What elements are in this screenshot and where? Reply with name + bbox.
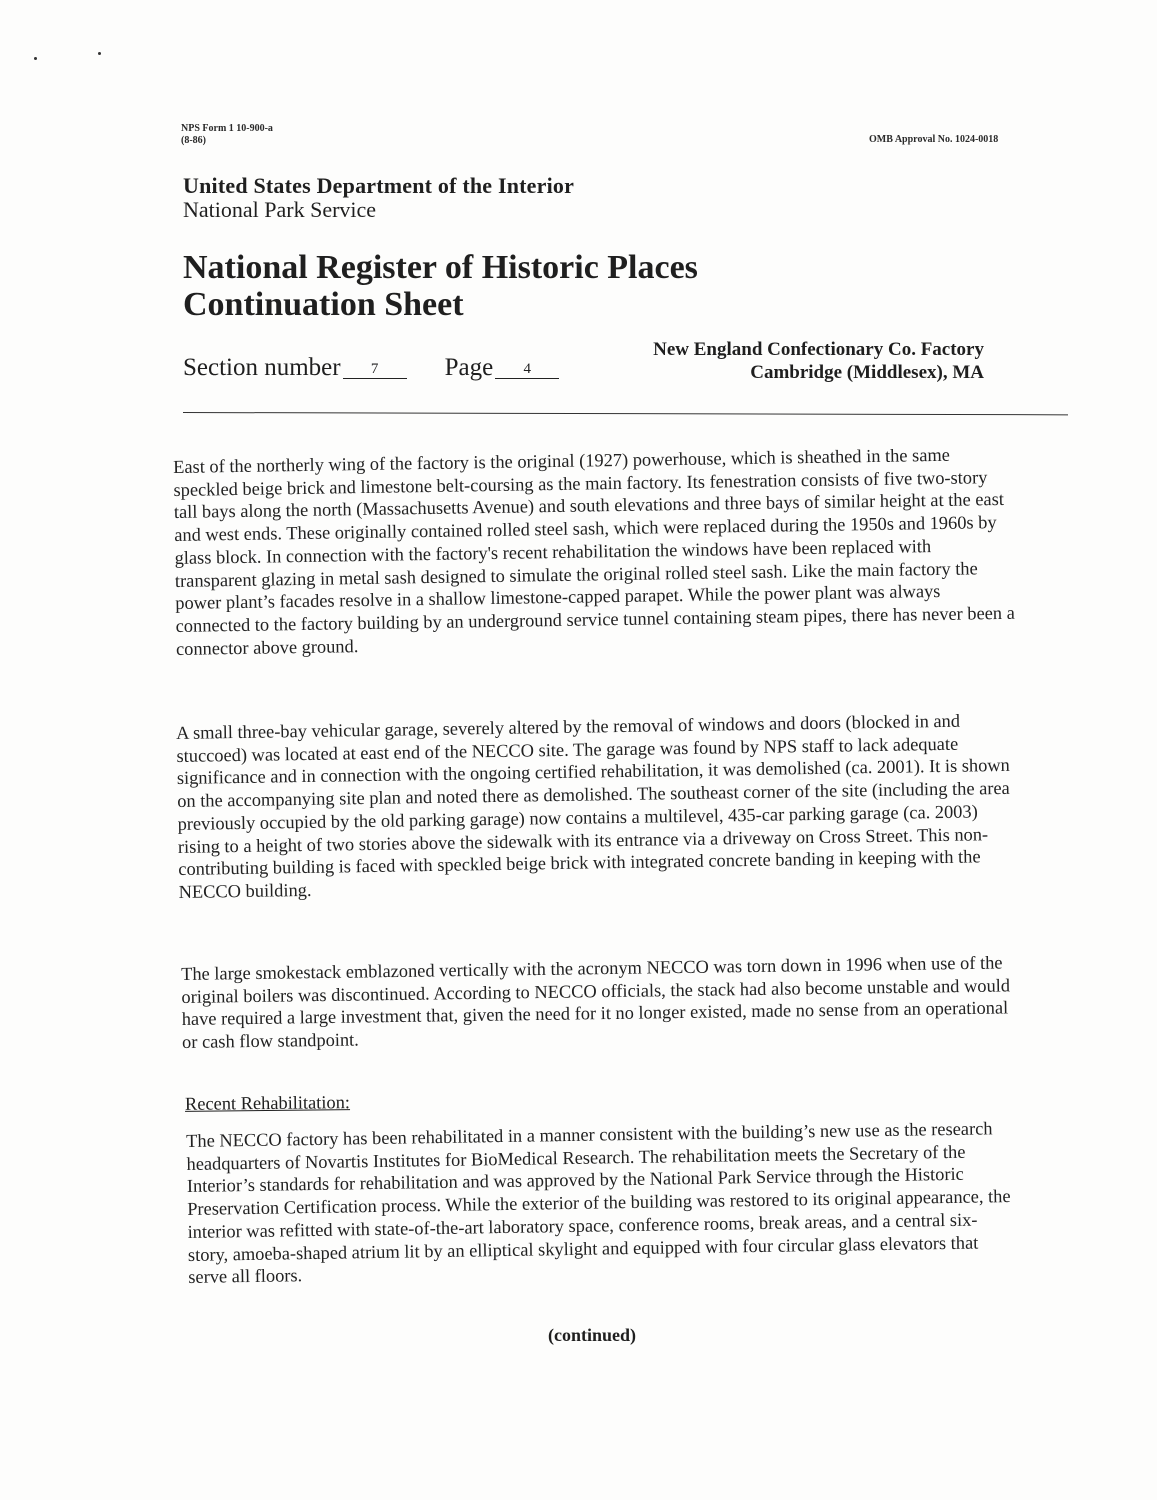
body-paragraph: East of the northerly wing of the factory is the original (1927) powerhouse, which is sheathed in the same speckled beige brick and limestone belt-coursing as the main factory. Its fenestration consists of five two-story tall bays along the north (Massachusetts Avenue) and south elevations and three bays of similar height at the east and west ends. These originally contained rolled steel sash, which were replaced during the 1950s and 1960s by glass block. In connection with the factory's recent rehabilitation the windows have been replaced with transparent glazing in metal sash designed to simulate the original rolled steel sash. Like the main factory the power plant’s facades resolve in a shallow limestone-capped parapet. While the power plant was always connected to the factory building by an underground service tunnel containing steam pipes, there has never been a connector above ground. — [173, 444, 1015, 659]
department-name: United States Department of the Interior — [183, 173, 575, 198]
document-subtitle: Continuation Sheet — [183, 286, 464, 323]
header-divider — [183, 412, 1068, 415]
body-paragraph: The NECCO factory has been rehabilitated in a manner consistent with the building’s new use as the research headquarters of Novartis Institutes for BioMedical Research. The rehabilitation meets the Secretary of the Interior’s standards for rehabilitation and was approved by the National Park Service through the Historic Preservation Certification process. While the exterior of the building was restored to its original appearance, the interior was refitted with state-of-the-art laboratory space, conference rooms, break areas, and a central six-story, amoeba-shaped atrium lit by an elliptical skylight and equipped with four circular glass elevators that serve all floors. — [186, 1118, 1011, 1288]
section-number-value: 7 — [343, 361, 407, 379]
page-label: Page — [444, 354, 494, 381]
continued-note: (continued) — [548, 1325, 637, 1345]
section-subheading: Recent Rehabilitation: — [184, 1092, 351, 1114]
form-date: (8-86) — [181, 135, 206, 146]
page-number-value: 4 — [495, 361, 559, 379]
section-number-label: Section number — [183, 354, 341, 381]
document-title: National Register of Historic Places — [183, 249, 698, 286]
scan-speck — [98, 52, 101, 55]
body-paragraph: A small three-bay vehicular garage, severely altered by the removal of windows and doors (blocked in and stuccoed) was located at east end of the NECCO site. The garage was found by NPS staff to lack adequate significance and in connection with the ongoing certified rehabilitation, it was demolished (ca. 2001). It is shown on the accompanying site plan and noted there as demolished. The southeast corner of the site (including the area previously occupied by the old parking garage) now contains a multilevel, 435-car parking garage (ca. 2003) rising to a height of two stories above the sidewalk with its entrance via a driveway on Cross Street. This non-contributing building is faced with speckled beige brick with integrated concrete banding in keeping with the NECCO building. — [176, 710, 1010, 902]
section-page-row — [183, 354, 559, 382]
body-paragraph: The large smokestack emblazoned vertically with the acronym NECCO was torn down in 1996 when use of the original boilers was discontinued. According to NECCO officials, the stack had also become unstable and would have required a large investment that, given the need for it no longer existed, made no sense from an operational or cash flow standpoint. — [181, 952, 1011, 1053]
property-location: Cambridge (Middlesex), MA — [750, 362, 984, 383]
omb-approval: OMB Approval No. 1024-0018 — [869, 134, 999, 145]
property-info — [653, 338, 984, 384]
agency-name: National Park Service — [183, 197, 377, 222]
form-identifier — [181, 123, 273, 147]
scan-speck — [34, 57, 37, 60]
form-number: NPS Form 1 10-900-a — [181, 123, 273, 134]
property-name: New England Confectionary Co. Factory — [653, 339, 984, 360]
